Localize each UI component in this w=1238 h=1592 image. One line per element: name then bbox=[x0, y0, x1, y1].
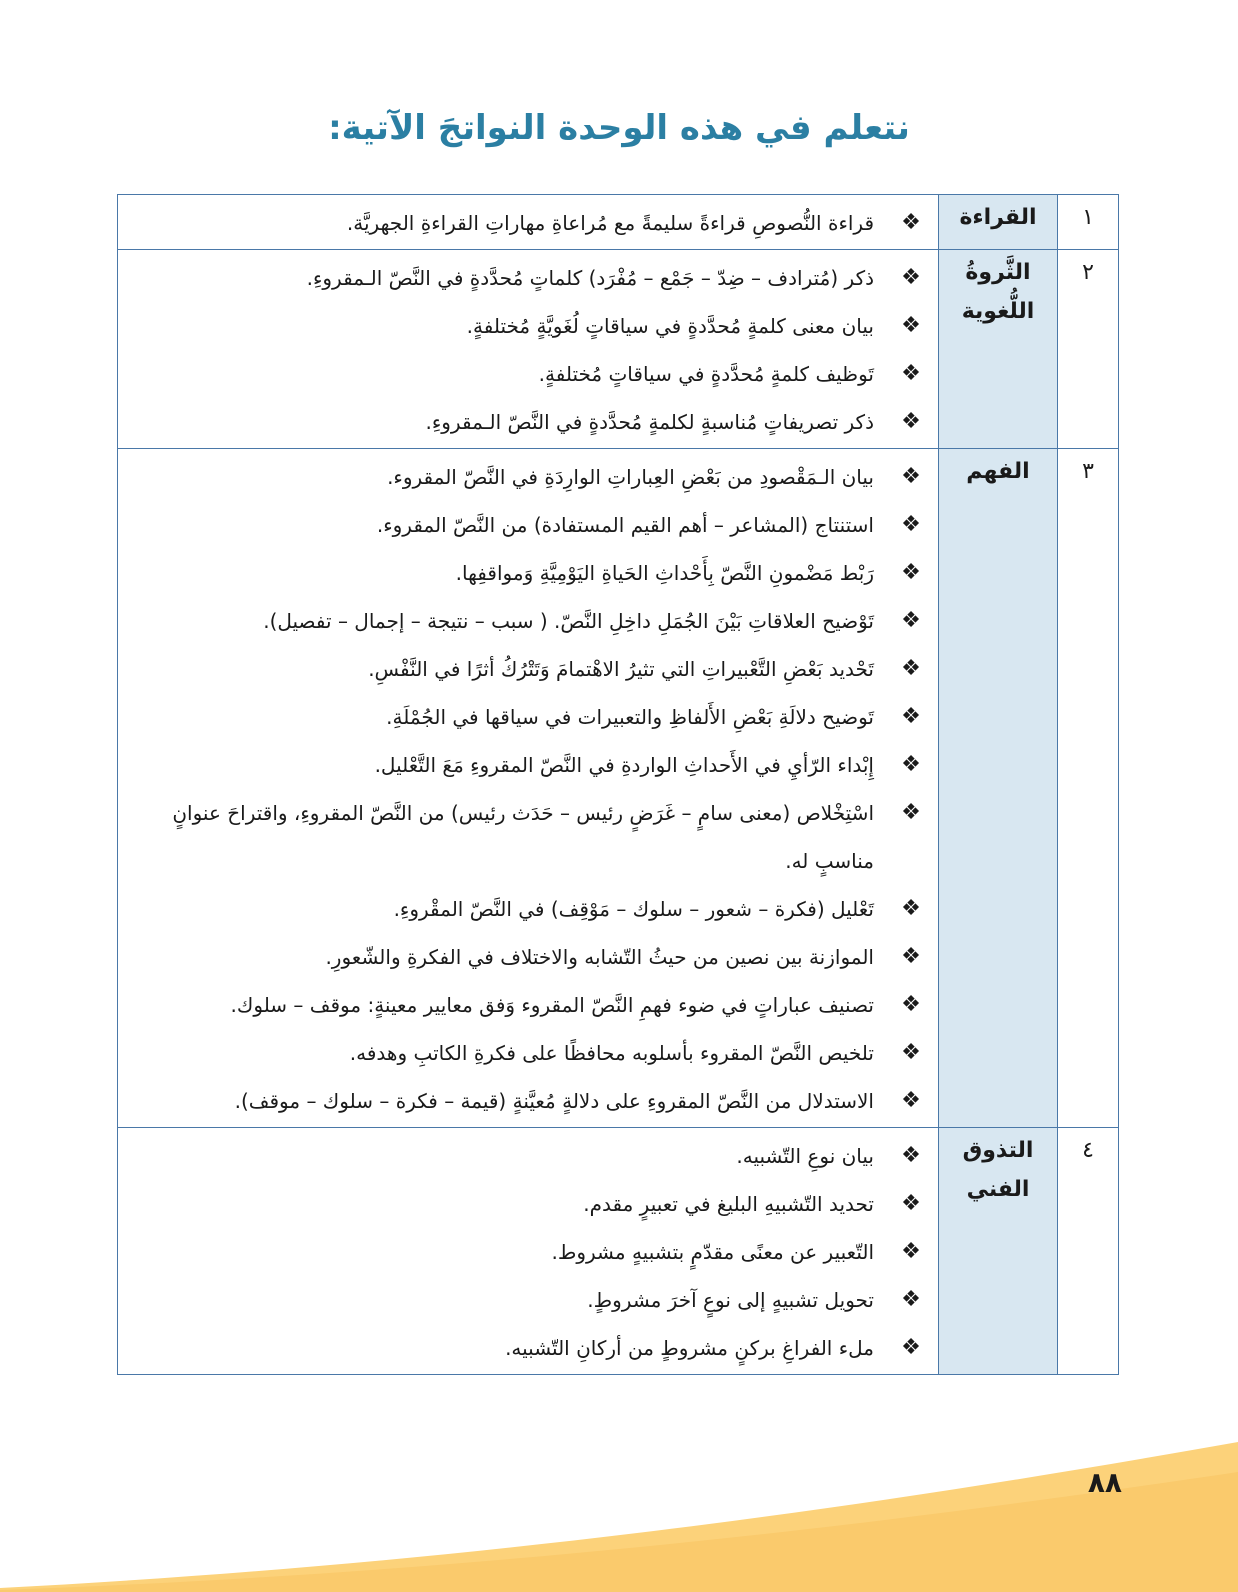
list-item bbox=[118, 885, 928, 933]
row-number: ١ bbox=[1058, 195, 1119, 250]
list-item bbox=[118, 645, 928, 693]
outcome-text: بيان الـمَقْصودِ من بَعْضِ العِباراتِ الوارِدَةِ في النَّصّ المقروء. bbox=[387, 465, 874, 489]
diamond-bullet-icon: ❖ bbox=[901, 1088, 921, 1113]
outcome-text: تحويل تشبيهٍ إلى نوعٍ آخرَ مشروطٍ. bbox=[587, 1288, 874, 1312]
list-item bbox=[118, 789, 928, 885]
list-item bbox=[118, 1276, 928, 1324]
outcome-text: قراءة النُّصوصِ قراءةً سليمةً مع مُراعاةِ مهاراتِ القراءةِ الجهريَّة. bbox=[346, 211, 874, 235]
list-item bbox=[118, 981, 928, 1029]
learning-outcomes-table bbox=[117, 194, 1119, 1375]
list-item bbox=[118, 453, 928, 501]
table-body bbox=[118, 195, 1119, 1375]
skill-label: الفهم bbox=[939, 449, 1058, 1128]
diamond-bullet-icon: ❖ bbox=[901, 608, 921, 633]
list-item bbox=[118, 199, 928, 247]
table-row bbox=[118, 195, 1119, 250]
list-item bbox=[118, 1228, 928, 1276]
diamond-bullet-icon: ❖ bbox=[901, 361, 921, 386]
list-item bbox=[118, 597, 928, 645]
list-item bbox=[118, 1029, 928, 1077]
skill-label: التذوق الفني bbox=[939, 1128, 1058, 1375]
diamond-bullet-icon: ❖ bbox=[901, 1040, 921, 1065]
skill-label: الثَّروةُ اللُّغوية bbox=[939, 250, 1058, 449]
outcomes-cell bbox=[118, 449, 939, 1128]
diamond-bullet-icon: ❖ bbox=[901, 313, 921, 338]
diamond-bullet-icon: ❖ bbox=[901, 752, 921, 777]
diamond-bullet-icon: ❖ bbox=[901, 210, 921, 235]
table-row bbox=[118, 250, 1119, 449]
row-number: ٣ bbox=[1058, 449, 1119, 1128]
outcome-text: تَحْديد بَعْضِ التَّعْبيراتِ التي تثيرُ الاهْتمامَ وَتَتْرُكُ أثرًا في النَّفْسِ. bbox=[368, 657, 874, 681]
page-title: نتعلم في هذه الوحدة النواتجَ الآتية: bbox=[328, 108, 910, 148]
list-item bbox=[118, 1132, 928, 1180]
outcome-text: ذكر (مُترادف – ضِدّ – جَمْع – مُفْرَد) كلماتٍ مُحدَّدةٍ في النَّصّ الـمقروءِ. bbox=[306, 266, 874, 290]
diamond-bullet-icon: ❖ bbox=[901, 512, 921, 537]
list-item bbox=[118, 302, 928, 350]
outcome-text: تَوْضيح العلاقاتِ بَيْنَ الجُمَلِ داخِلِ النَّصّ. ( سبب – نتيجة – إجمال – تفصيل). bbox=[263, 609, 874, 633]
outcome-text: رَبْط مَضْمونِ النَّصّ بِأَحْداثِ الحَياةِ اليَوْمِيَّةِ وَمواقفِها. bbox=[455, 561, 874, 585]
list-item bbox=[118, 1180, 928, 1228]
outcome-text: التّعبير عن معنًى مقدّمٍ بتشبيهٍ مشروط. bbox=[551, 1240, 874, 1264]
outcomes-cell bbox=[118, 1128, 939, 1375]
outcome-text: بيان نوعِ التّشبيه. bbox=[736, 1144, 874, 1168]
list-item bbox=[118, 1077, 928, 1125]
diamond-bullet-icon: ❖ bbox=[901, 1191, 921, 1216]
list-item bbox=[118, 254, 928, 302]
table-row bbox=[118, 449, 1119, 1128]
diamond-bullet-icon: ❖ bbox=[901, 1143, 921, 1168]
outcome-text: تَوضيح دلالَةِ بَعْضِ الأَلفاظِ والتعبيرات في سياقها في الجُمْلَةِ. bbox=[386, 705, 874, 729]
list-item bbox=[118, 1324, 928, 1372]
outcome-text: الاستدلال من النَّصّ المقروءِ على دلالةٍ مُعيَّنةٍ (قيمة – فكرة – سلوك – موقف). bbox=[234, 1089, 874, 1113]
outcome-text: اسْتِخْلاص (معنى سامٍ – غَرَضٍ رئيس – حَدَث رئيس) من النَّصّ المقروءِ، واقتراحَ عنوانٍ مناسبٍ له. bbox=[172, 801, 874, 873]
outcome-text: الموازنة بين نصين من حيثُ التّشابه والاختلاف في الفكرةِ والشّعورِ. bbox=[325, 945, 874, 969]
diamond-bullet-icon: ❖ bbox=[901, 409, 921, 434]
list-item bbox=[118, 549, 928, 597]
diamond-bullet-icon: ❖ bbox=[901, 896, 921, 921]
diamond-bullet-icon: ❖ bbox=[901, 1287, 921, 1312]
outcome-text: إِبْداء الرّأيِ في الأَحداثِ الواردةِ في النَّصّ المقروءِ مَعَ التَّعْليل. bbox=[374, 753, 874, 777]
diamond-bullet-icon: ❖ bbox=[901, 944, 921, 969]
diamond-bullet-icon: ❖ bbox=[901, 992, 921, 1017]
row-number: ٢ bbox=[1058, 250, 1119, 449]
outcome-text: تلخيص النَّصّ المقروء بأسلوبه محافظًا على فكرةِ الكاتبِ وهدفه. bbox=[349, 1041, 874, 1065]
page-number: ٨٨ bbox=[1087, 1466, 1122, 1499]
diamond-bullet-icon: ❖ bbox=[901, 1239, 921, 1264]
outcomes-cell bbox=[118, 250, 939, 449]
diamond-bullet-icon: ❖ bbox=[901, 800, 921, 825]
outcome-text: تَوظيف كلمةٍ مُحدَّدةٍ في سياقاتٍ مُختلفةٍ. bbox=[538, 362, 874, 386]
list-item bbox=[118, 741, 928, 789]
outcome-text: تحديد التّشبيهِ البليغ في تعبيرٍ مقدم. bbox=[583, 1192, 874, 1216]
outcome-text: ذكر تصريفاتٍ مُناسبةٍ لكلمةٍ مُحدَّدةٍ في النَّصّ الـمقروءِ. bbox=[425, 410, 874, 434]
diamond-bullet-icon: ❖ bbox=[901, 704, 921, 729]
outcome-text: بيان معنى كلمةٍ مُحدَّدةٍ في سياقاتٍ لُغَويَّةٍ مُختلفةٍ. bbox=[466, 314, 874, 338]
outcome-text: تَعْليل (فكرة – شعور – سلوك – مَوْقِف) في النَّصّ المقْروءِ. bbox=[393, 897, 874, 921]
diamond-bullet-icon: ❖ bbox=[901, 464, 921, 489]
diamond-bullet-icon: ❖ bbox=[901, 265, 921, 290]
outcome-text: استنتاج (المشاعر – أهم القيم المستفادة) من النَّصّ المقروء. bbox=[376, 513, 874, 537]
list-item bbox=[118, 933, 928, 981]
diamond-bullet-icon: ❖ bbox=[901, 560, 921, 585]
row-number: ٤ bbox=[1058, 1128, 1119, 1375]
outcomes-cell bbox=[118, 195, 939, 250]
diamond-bullet-icon: ❖ bbox=[901, 1335, 921, 1360]
footer-band-decoration bbox=[0, 1412, 1238, 1592]
list-item bbox=[118, 693, 928, 741]
diamond-bullet-icon: ❖ bbox=[901, 656, 921, 681]
list-item bbox=[118, 350, 928, 398]
table-row bbox=[118, 1128, 1119, 1375]
list-item bbox=[118, 501, 928, 549]
skill-label: القراءة bbox=[939, 195, 1058, 250]
outcome-text: تصنيف عباراتٍ في ضوء فهمِ النَّصّ المقروء وَفق معايير معينةٍ: موقف – سلوك. bbox=[230, 993, 874, 1017]
outcome-text: ملء الفراغِ بركنٍ مشروطٍ من أركانِ التّشبيه. bbox=[505, 1336, 874, 1360]
list-item bbox=[118, 398, 928, 446]
